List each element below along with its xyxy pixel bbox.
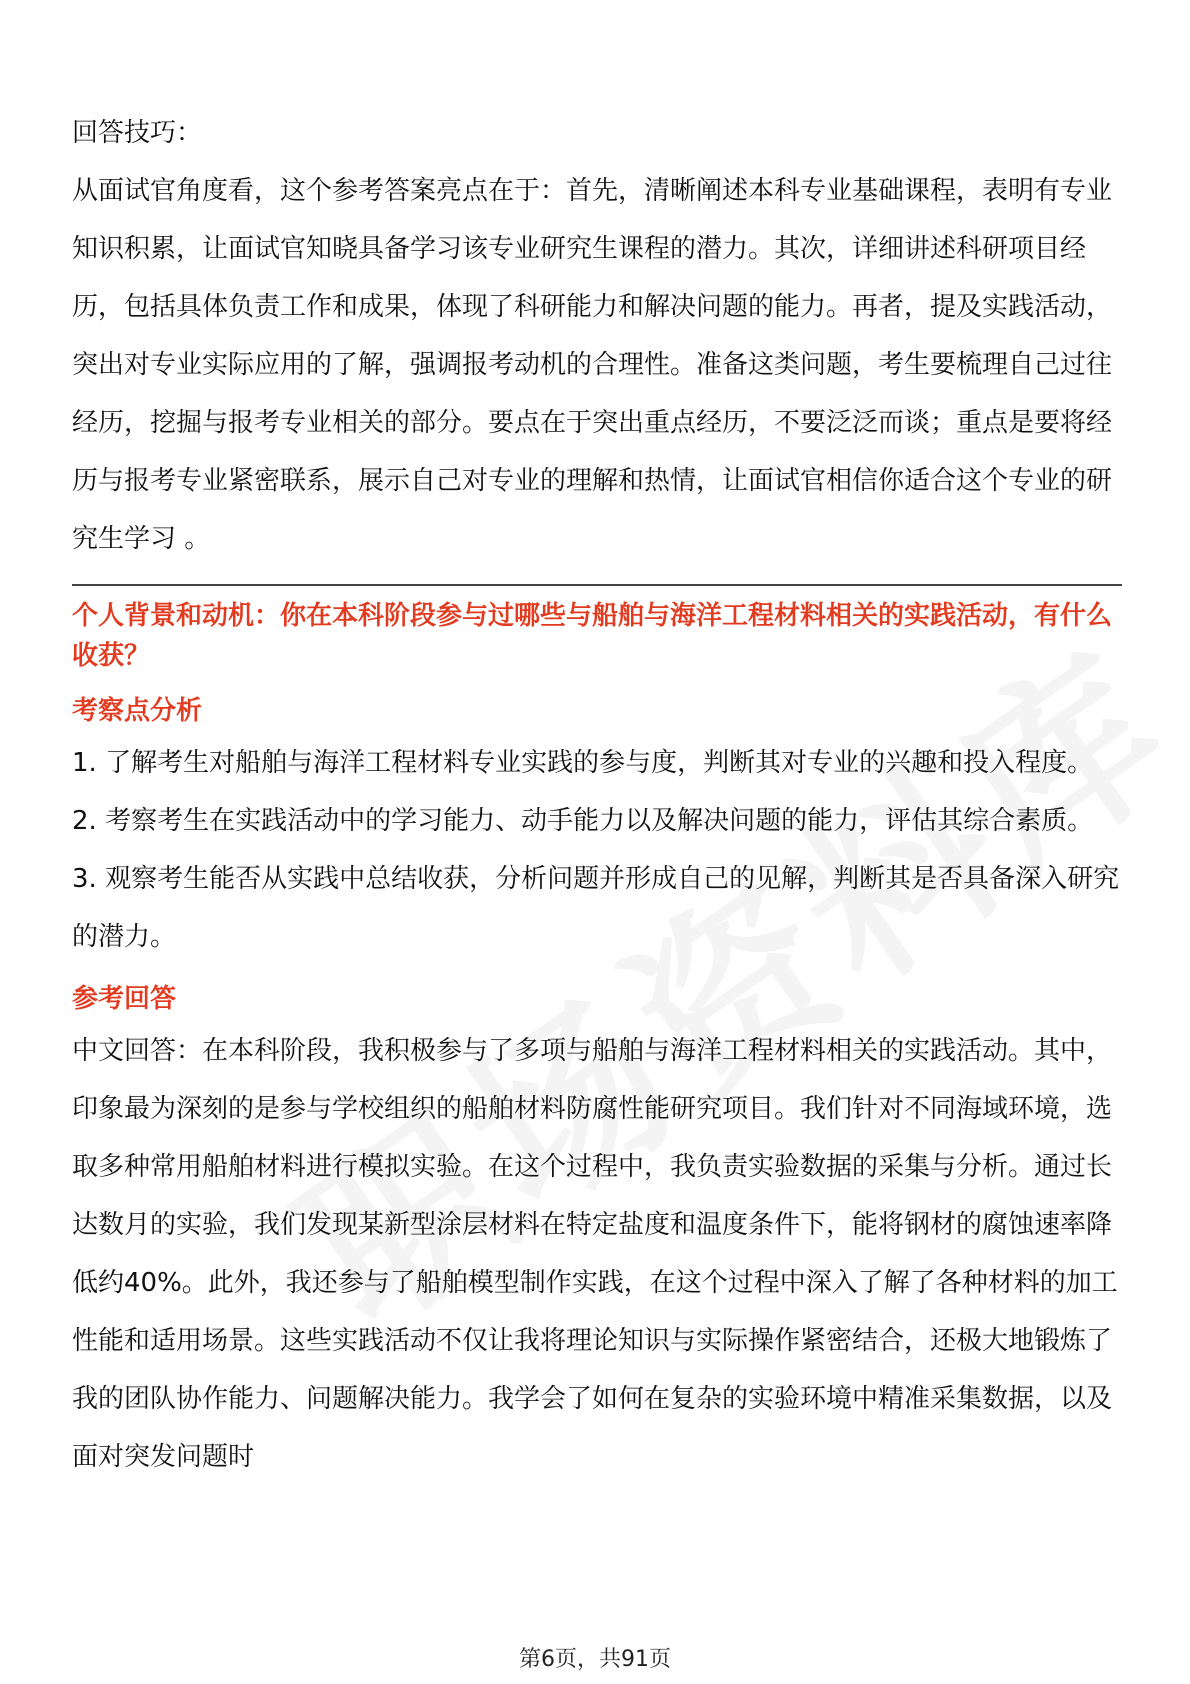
analysis-title: 考察点分析 bbox=[72, 696, 203, 726]
page-number: 第6页，共91页 bbox=[519, 1647, 671, 1672]
question-heading: 个人背景和动机：你在本科阶段参与过哪些与船舶与海洋工程材料相关的实践活动，有什么收获？ bbox=[72, 601, 1113, 671]
analysis-item-2: 2. 考察考生在实践活动中的学习能力、动手能力以及解决问题的能力，评估其综合素质。 bbox=[72, 806, 1094, 836]
analysis-item-1: 1. 了解考生对船舶与海洋工程材料专业实践的参与度，判断其对专业的兴趣和投入程度。 bbox=[72, 748, 1094, 778]
tips-text: 从面试官角度看，这个参考答案亮点在于：首先，清晰阐述本科专业基础课程，表明有专业知识积累，让面试官知晓具备学习该专业研究生课程的潜力。其次，详细讲述科研项目经历，包括具体负责工作和成果，体现了科研能力和解决问题的能力。再者，提及实践活动，突出对专业实际应用的了解，强调报考动机的合理性。准备这类问题，考生要梳理自己过往经历，挖掘与报考专业相关的部分。要点在于突出重点经历，不要泛泛而谈；重点是要将经历与报考专业紧密联系，展示自己对专业的理解和热情，让面试官相信你适合这个专业的研究生学习 。 bbox=[72, 176, 1113, 554]
reference-title: 参考回答 bbox=[72, 984, 177, 1014]
page-content bbox=[72, 104, 1122, 1486]
reference-text: 中文回答：在本科阶段，我积极参与了多项与船舶与海洋工程材料相关的实践活动。其中，印象最为深刻的是参与学校组织的船舶材料防腐性能研究项目。我们针对不同海域环境，选取多种常用船舶材料进行模拟实验。在这个过程中，我负责实验数据的采集与分析。通过长达数月的实验，我们发现某新型涂层材料在特定盐度和温度条件下，能将钢材的腐蚀速率降低约40%。此外，我还参与了船舶模型制作实践，在这个过程中深入了解了各种材料的加工性能和适用场景。这些实践活动不仅让我将理论知识与实际操作紧密结合，还极大地锻炼了我的团队协作能力、问题解决能力。我学会了如何在复杂的实验环境中精准采集数据，以及面对突发问题时 bbox=[72, 1036, 1118, 1472]
tips-label: 回答技巧： bbox=[72, 118, 203, 148]
analysis-item-3: 3. 观察考生能否从实践中总结收获，分析问题并形成自己的见解，判断其是否具备深入研究的潜力。 bbox=[72, 864, 1120, 952]
section-divider bbox=[72, 584, 1122, 586]
